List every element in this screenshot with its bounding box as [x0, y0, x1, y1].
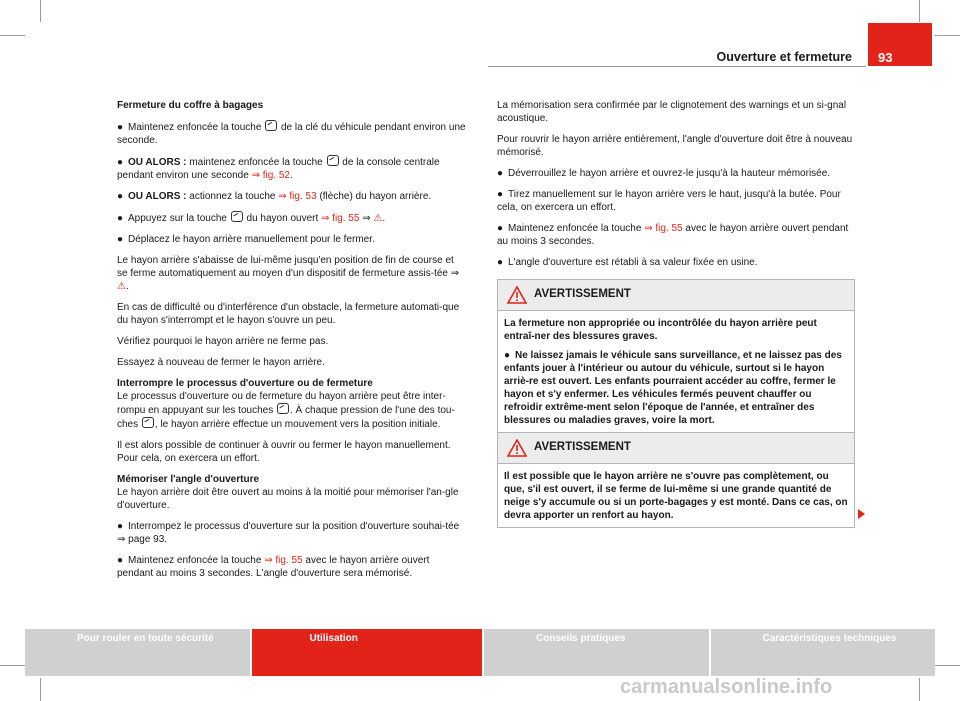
footer-tabs [25, 629, 935, 676]
key-icon [277, 403, 289, 414]
left-column [117, 99, 467, 588]
warning-header [498, 280, 854, 311]
tab-usage[interactable]: Utilisation [252, 629, 483, 676]
list-item: ● Maintenez enfoncée la touche ⇒ fig. 55 avec le hayon arrière ouvert pendant au moins 3 secondes. [497, 223, 849, 247]
section-heading: Fermeture du coffre à bagages [117, 100, 264, 111]
warning-title: AVERTISSEMENT [534, 288, 631, 300]
warning-triangle-icon [507, 286, 527, 304]
key-icon [327, 155, 339, 166]
header-rule [488, 66, 866, 67]
section-heading: Interrompre le processus d'ouverture ou de fermeture [117, 378, 373, 389]
key-icon [265, 120, 277, 131]
tab-safety[interactable]: Pour rouler en toute sécurité [25, 629, 250, 676]
list-item: ● Appuyez sur la touche du hayon ouvert ⇒ fig. 55 ⇒ ⚠. [117, 213, 386, 224]
list-item: ● OU ALORS : maintenez enfoncée la touche de la console centrale pendant environ une seconde ⇒ fig. 52. [117, 157, 440, 181]
figure-link[interactable]: ⇒ fig. 55 [321, 213, 360, 224]
tab-technical-specs[interactable]: Caractéristiques techniques [711, 629, 936, 676]
warning-text: Il est possible que le hayon arrière ne s'ouvre pas complètement, ou que, s'il est ouvert, il se ferme de lui-même si une grande quantité de neige s'y accumule ou si un porte-bagages y est monté. Dans ce cas, on devra apporter un renfort au hayon. [504, 471, 848, 521]
crop-mark [935, 665, 960, 666]
list-item: ● Tirez manuellement sur le hayon arrière vers le haut, jusqu'à la butée. Pour cela, on exercera un effort. [497, 189, 841, 213]
crop-mark [0, 35, 25, 36]
paragraph: Essayez à nouveau de fermer le hayon arrière. [117, 357, 325, 368]
warning-text: ● Ne laissez jamais le véhicule sans surveillance, et ne laissez pas des enfants jouer à l'intérieur ou autour du véhicule, surtout si le hayon arriè-re est ouvert. Les enfants pourraient accéder au coffre, fermer le hayon et s'y enfermer. Les véhicules fermés peuvent chauffer ou refroidir extrême-ment selon l'époque de l'année, et entraîner des blessures ou maladies graves, voire la mort. [504, 350, 842, 426]
paragraph: Vérifiez pourquoi le hayon arrière ne ferme pas. [117, 336, 329, 347]
running-header: Ouverture et fermeture [716, 50, 852, 64]
figure-link[interactable]: ⇒ fig. 53 [278, 191, 317, 202]
crop-mark [935, 35, 960, 36]
crop-mark [40, 0, 41, 22]
paragraph: La mémorisation sera confirmée par le clignotement des warnings et un si-gnal acoustique. [497, 100, 847, 124]
crop-mark [919, 678, 920, 701]
paragraph: En cas de difficulté ou d'interférence d'un obstacle, la fermeture automati-que du hayon s'interrompt et le hayon s'ouvre un peu. [117, 302, 460, 326]
continue-arrow-icon [858, 509, 865, 519]
crop-mark [0, 665, 25, 666]
figure-link[interactable]: ⇒ fig. 55 [644, 223, 683, 234]
crop-mark [40, 678, 41, 701]
paragraph: Il est alors possible de continuer à ouvrir ou fermer le hayon manuellement. Pour cela, on exercera un effort. [117, 440, 451, 464]
right-column [497, 99, 853, 277]
list-item: ● Maintenez enfoncée la touche de la clé du véhicule pendant environ une seconde. [117, 122, 466, 146]
figure-link[interactable]: ⇒ fig. 52 [251, 170, 290, 181]
list-item: ● Interrompez le processus d'ouverture sur la position d'ouverture souhai-tée ⇒ page 93. [117, 521, 460, 545]
warning-triangle-icon [507, 439, 527, 457]
warning-body [498, 311, 854, 432]
warning-header [498, 433, 854, 464]
warning-icon: ⚠ [117, 281, 126, 292]
warning-body [498, 464, 854, 527]
key-icon [231, 211, 243, 222]
warning-icon: ⚠ [373, 213, 383, 224]
page-number: 93 [868, 23, 932, 66]
list-item: ● OU ALORS : actionnez la touche ⇒ fig. 53 (flèche) du hayon arrière. [117, 191, 432, 202]
paragraph: Le hayon arrière doit être ouvert au moins à la moitié pour mémoriser l'an-gle d'ouverture. [117, 487, 459, 511]
tab-practical-tips[interactable]: Conseils pratiques [484, 629, 709, 676]
warning-text: La fermeture non appropriée ou incontrôlée du hayon arrière peut entraî-ner des blessures graves. [504, 318, 817, 342]
paragraph: Pour rouvrir le hayon arrière entièrement, l'angle d'ouverture doit être à nouveau mémorisé. [497, 134, 853, 158]
list-item: ● Déverrouillez le hayon arrière et ouvrez-le jusqu'à la hauteur mémorisée. [497, 168, 831, 179]
paragraph: Le processus d'ouverture ou de fermeture du hayon arrière peut être inter-rompu en appuyant sur les touches . À chaque pression de l'une des tou-ches , le hayon arrière effectue un mouvement vers la position initiale. [117, 391, 455, 430]
list-item: ● Déplacez le hayon arrière manuellement pour le fermer. [117, 234, 375, 245]
list-item: ● L'angle d'ouverture est rétabli à sa valeur fixée en usine. [497, 257, 758, 268]
crop-mark [919, 0, 920, 22]
section-heading: Mémoriser l'angle d'ouverture [117, 474, 260, 485]
warning-box [497, 432, 855, 528]
list-item: ● Maintenez enfoncée la touche ⇒ fig. 55 avec le hayon arrière ouvert pendant au moins 3 secondes. L'angle d'ouverture sera mémorisé. [117, 555, 430, 579]
figure-link[interactable]: ⇒ fig. 55 [264, 555, 303, 566]
warning-box [497, 279, 855, 433]
watermark: carmanualsonline.info [620, 676, 833, 698]
key-icon [142, 417, 154, 428]
paragraph: Le hayon arrière s'abaisse de lui-même jusqu'en position de fin de course et se ferme automatiquement au moyen d'un dispositif de fermeture assis-tée ⇒ ⚠. [117, 255, 460, 292]
warning-title: AVERTISSEMENT [534, 441, 631, 453]
